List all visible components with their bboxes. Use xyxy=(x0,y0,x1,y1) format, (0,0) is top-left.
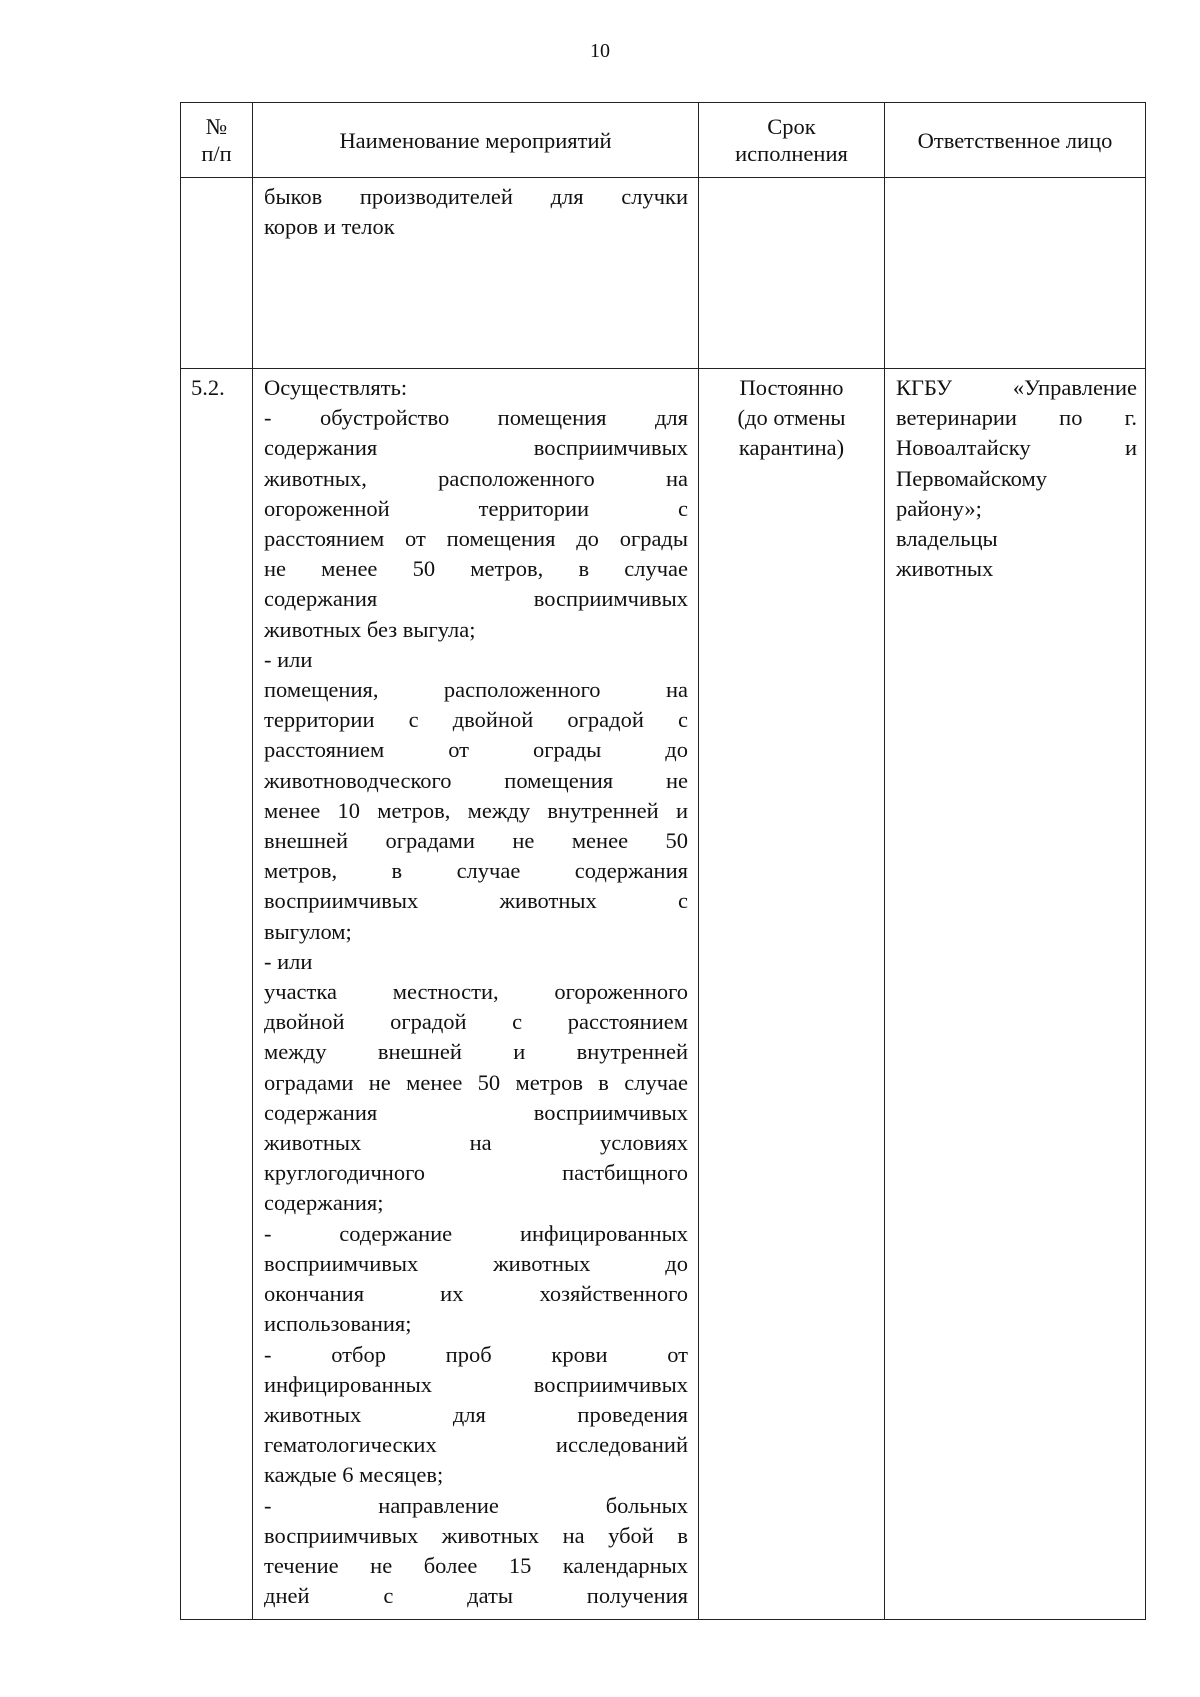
header-term xyxy=(699,103,885,178)
cell-line: животных xyxy=(896,556,994,582)
cell-line: животных, расположенного на xyxy=(264,465,688,491)
cell-line: Постоянно xyxy=(739,375,844,400)
header-responsible xyxy=(885,103,1146,178)
cell-line: - или xyxy=(264,646,313,672)
cell-line: быков производителей для случки xyxy=(264,184,688,209)
cell-line: не менее 50 метров, в случае xyxy=(264,556,688,582)
cell-line: огороженной территории с xyxy=(264,495,688,521)
cell-line: помещения, расположенного на xyxy=(264,677,688,703)
cell-line: участка местности, огороженного xyxy=(264,979,688,1005)
row-responsible xyxy=(885,369,1146,1620)
row-term xyxy=(699,178,885,369)
table-row xyxy=(181,369,1146,1620)
cell-line: (до отмены xyxy=(737,405,846,431)
cell-line: между внешней и внутренней xyxy=(264,1039,688,1065)
cell-line: метров, в случае содержания xyxy=(264,858,688,884)
cell-line: содержания; xyxy=(264,1190,384,1216)
cell-line: восприимчивых животных на убой в xyxy=(264,1522,688,1548)
cell-line: содержания восприимчивых xyxy=(264,435,688,461)
cell-line: использования; xyxy=(264,1311,412,1337)
cell-line: расстоянием от ограды до xyxy=(264,737,688,763)
cell-line: содержания восприимчивых xyxy=(264,586,688,612)
row-num: 5.2. xyxy=(181,369,253,1620)
cell-line: инфицированных восприимчивых xyxy=(264,1371,688,1397)
row-term xyxy=(699,369,885,1620)
header-name-label: Наименование мероприятий xyxy=(339,127,612,153)
cell-line: менее 10 метров, между внутренней и xyxy=(264,797,688,823)
cell-line: каждые 6 месяцев; xyxy=(264,1462,444,1488)
cell-line: животноводческого помещения не xyxy=(264,767,688,793)
cell-line: владельцы xyxy=(896,526,998,552)
cell-line: Первомайскому xyxy=(896,465,1047,491)
cell-line: животных для проведения xyxy=(264,1401,688,1427)
row-name xyxy=(253,178,699,369)
cell-line: району»; xyxy=(896,495,982,521)
header-term-line2: исполнения xyxy=(735,141,848,166)
header-num-line2: п/п xyxy=(201,141,232,166)
cell-line: содержания восприимчивых xyxy=(264,1099,688,1125)
row-name xyxy=(253,369,699,1620)
table-header-row xyxy=(181,103,1146,178)
cell-line: внешней оградами не менее 50 xyxy=(264,828,688,854)
cell-line: расстоянием от помещения до ограды xyxy=(264,526,688,552)
cell-line: дней с даты получения xyxy=(264,1583,688,1609)
cell-line: коров и телок xyxy=(264,214,395,240)
cell-line: оградами не менее 50 метров в случае xyxy=(264,1069,688,1095)
cell-line: карантина) xyxy=(738,435,845,461)
cell-line: течение не более 15 календарных xyxy=(264,1552,688,1578)
table-row xyxy=(181,178,1146,369)
cell-line: - или xyxy=(264,948,313,974)
cell-line: - содержание инфицированных xyxy=(264,1220,688,1246)
header-name xyxy=(253,103,699,178)
cell-line: КГБУ «Управление xyxy=(896,375,1137,400)
cell-line: восприимчивых животных с xyxy=(264,888,688,914)
header-num-line1: № xyxy=(205,114,228,139)
cell-line: Осуществлять: xyxy=(264,375,408,400)
cell-line: - направление больных xyxy=(264,1492,688,1518)
header-responsible-label: Ответственное лицо xyxy=(917,127,1113,153)
cell-line: гематологических исследований xyxy=(264,1432,688,1458)
row-responsible xyxy=(885,178,1146,369)
row-num xyxy=(181,178,253,369)
cell-line: Новоалтайску и xyxy=(896,435,1137,461)
cell-line: окончания их хозяйственного xyxy=(264,1281,688,1307)
cell-line: животных на условиях xyxy=(264,1130,688,1156)
cell-line: круглогодичного пастбищного xyxy=(264,1160,688,1186)
cell-line: выгулом; xyxy=(264,918,352,944)
cell-line: животных без выгула; xyxy=(264,616,476,642)
cell-line: ветеринарии по г. xyxy=(896,405,1137,431)
header-term-line1: Срок xyxy=(767,114,816,139)
header-num xyxy=(181,103,253,178)
cell-line: двойной оградой с расстоянием xyxy=(264,1009,688,1035)
cell-line: восприимчивых животных до xyxy=(264,1250,688,1276)
cell-line: - отбор проб крови от xyxy=(264,1341,688,1367)
measures-table xyxy=(180,102,1146,1620)
cell-line: территории с двойной оградой с xyxy=(264,707,688,733)
page-number: 10 xyxy=(590,40,610,62)
cell-line: - обустройство помещения для xyxy=(264,405,688,431)
